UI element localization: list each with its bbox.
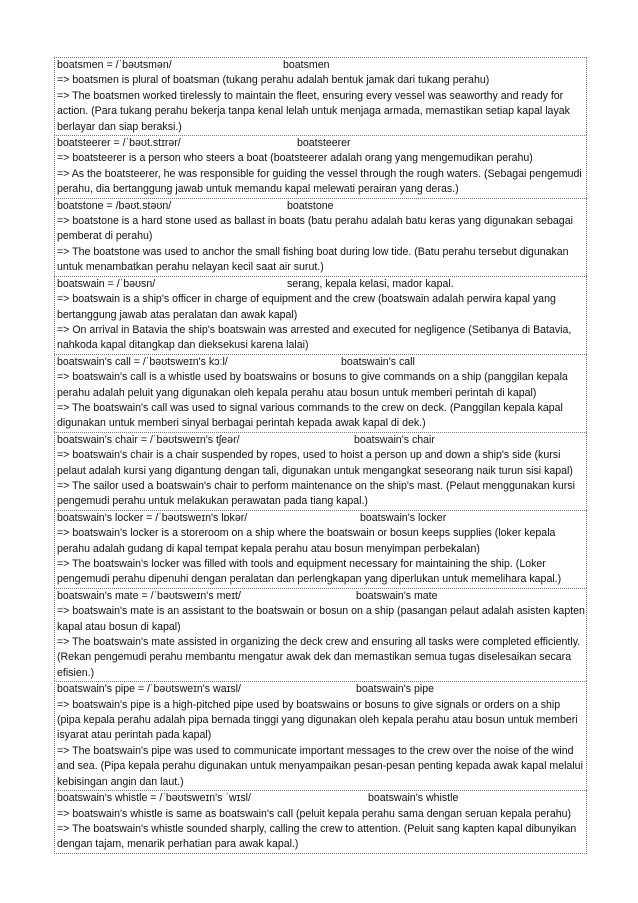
definition-line: => boatsmen is plural of boatsman (tukang perahu adalah bentuk jamak dari tukang perahu) <box>57 74 490 87</box>
headword-pronunciation: boatstone = /bəʊt.stəʊn/ <box>57 199 172 212</box>
headword-pronunciation: boatswain's pipe = /ˈbəʊtsweɪn's waɪsl/ <box>57 683 241 696</box>
translation: boatsteerer <box>297 137 351 150</box>
headword-pronunciation: boatsmen = /ˈbəʊtsmən/ <box>57 59 172 71</box>
entry-headline <box>57 199 586 214</box>
dictionary-entry <box>54 588 587 681</box>
dictionary-entry <box>54 57 587 135</box>
definition-line: => boatswain's call is a whistle used by boatswains or bosuns to give commands on a ship (panggilan kepala perahu adalah peluit yang digunakan oleh kepala perahu atau bosun untuk memberi perintah di kapal) <box>57 371 568 399</box>
translation: boatstone <box>287 199 334 212</box>
entry-headline <box>57 589 586 604</box>
entry-headline <box>57 511 586 526</box>
entry-headline <box>57 791 586 806</box>
translation: boatswain's whistle <box>368 792 459 805</box>
definition-line: => boatswain's mate is an assistant to the boatswain or bosun on a ship (pasangan pelaut adalah asisten kapten kapal atau bosun di kapal) <box>57 605 585 633</box>
headword-pronunciation: boatswain's chair = /ˈbəʊtsweɪn's tʃeər/ <box>57 433 240 446</box>
example-line: => As the boatsteerer, he was responsible for guiding the vessel through the rough waters. (Sebagai pengemudi perahu, dia bertanggung jawab untuk memandu kapal melewati perairan yang deras.) <box>57 167 582 196</box>
dictionary-entry <box>54 510 587 588</box>
dictionary-entry <box>54 354 587 432</box>
translation: boatswain's pipe <box>356 683 434 696</box>
entry-headline <box>57 433 586 448</box>
example-line: => The boatswain's mate assisted in organizing the deck crew and ensuring all tasks were completed efficiently. (Rekan pengemudi perahu membantu mengatur awak dek dan memastikan semua tugas diselesaikan secara efisien.) <box>57 636 581 679</box>
definition-line: => boatswain's locker is a storeroom on a ship where the boatswain or bosun keeps supplies (loker kepala perahu adalah gudang di kapal tempat kepala perahu atau bosun menyimpan perbekalan) <box>57 527 556 555</box>
headword-pronunciation: boatswain's call = /ˈbəʊtsweɪn's kɔːl/ <box>57 355 228 368</box>
headword-pronunciation: boatswain's locker = /ˈbəʊtsweɪn's lɒkər/ <box>57 511 248 524</box>
example-line: => The boatswain's pipe was used to communicate important messages to the crew over the noise of the wind and sea. (Pipa kepala perahu digunakan untuk menyampaikan pesan-pesan penting kepada awak kapal melalui kebisingan angin dan laut.) <box>57 744 583 788</box>
entry-headline <box>57 136 586 151</box>
dictionary-entry <box>54 135 587 198</box>
definition-line: => boatsteerer is a person who steers a boat (boatsteerer adalah orang yang mengemudikan perahu) <box>57 152 533 165</box>
dictionary-entry <box>54 276 587 354</box>
entry-headline <box>57 58 586 73</box>
example-line: => The boatswain's locker was filled with tools and equipment necessary for maintaining the ship. (Loker pengemudi perahu dipenuhi dengan peralatan dan perlengkapan yang diperlukan untuk memelihara kapal.) <box>57 558 562 586</box>
definition-line: => boatswain's pipe is a high-pitched pipe used by boatswains or bosuns to give signals or orders on a ship (pipa kepala perahu adalah pipa bernada tinggi yang digunakan oleh kepala perahu atau bosun untuk memberi isyarat atau perintah pada kapal) <box>57 698 578 742</box>
definition-line: => boatswain's chair is a chair suspended by ropes, used to hoist a person up and down a ship's side (kursi pelaut adalah kursi yang digantung dengan tali, digunakan untuk mengangkat seseorang naik turun sisi kapal) <box>57 449 573 477</box>
translation: boatswain's call <box>341 355 415 368</box>
definition-line: => boatswain's whistle is same as boatswain's call (peluit kepala perahu sama dengan seruan kepala perahu) <box>57 807 572 820</box>
headword-pronunciation: boatswain = /ˈbəʊsn/ <box>57 277 156 290</box>
dictionary-entry <box>54 198 587 276</box>
translation: boatswain's chair <box>354 433 435 446</box>
example-line: => The boatsmen worked tirelessly to maintain the fleet, ensuring every vessel was seaworthy and ready for action. (Para tukang perahu bekerja tanpa kenal lelah untuk menjaga armada, memastikan setiap kapal layak berlayar dan siap beraksi.) <box>57 89 570 133</box>
dictionary-document <box>54 57 587 854</box>
entry-headline <box>57 355 586 370</box>
dictionary-entry <box>54 681 587 790</box>
example-line: => The sailor used a boatswain's chair to perform maintenance on the ship's mast. (Pelaut menggunakan kursi pengemudi perahu untuk melakukan perawatan pada tiang kapal.) <box>57 479 575 508</box>
translation: boatsmen <box>283 59 330 71</box>
example-line: => On arrival in Batavia the ship's boatswain was arrested and executed for negligence (Setibanya di Batavia, nahkoda kapal ditangkap dan dieksekusi karena lalai) <box>57 323 572 352</box>
headword-pronunciation: boatswain's mate = /ˈbəʊtsweɪn's meɪt/ <box>57 589 241 602</box>
headword-pronunciation: boatswain's whistle = /ˈbəʊtsweɪn's ˈwɪsl/ <box>57 792 251 805</box>
example-line: => The boatswain's whistle sounded sharply, calling the crew to attention. (Peluit sang kapten kapal dibunyikan dengan tajam, menarik perhatian para awak kapal.) <box>57 822 577 851</box>
entry-headline <box>57 277 586 292</box>
dictionary-entry <box>54 790 587 854</box>
translation: serang, kepala kelasi, mador kapal. <box>287 277 454 290</box>
headword-pronunciation: boatsteerer = /ˈbəʊt.stɪrər/ <box>57 137 181 150</box>
example-line: => The boatswain's call was used to signal various commands to the crew on deck. (Panggilan kepala kapal digunakan untuk memberi sinyal berbagai perintah kepada awak kapal di dek.) <box>57 401 563 430</box>
entry-headline <box>57 682 586 697</box>
translation: boatswain's mate <box>356 589 438 602</box>
translation: boatswain's locker <box>360 511 447 524</box>
example-line: => The boatstone was used to anchor the small fishing boat during low tide. (Batu perahu tersebut digunakan untuk menambatkan perahu nelayan kecil saat air surut.) <box>57 245 569 274</box>
definition-line: => boatswain is a ship's officer in charge of equipment and the crew (boatswain adalah perwira kapal yang bertanggung jawab atas peralatan dan awak kapal) <box>57 293 556 321</box>
definition-line: => boatstone is a hard stone used as ballast in boats (batu perahu adalah batu keras yang digunakan sebagai pemberat di perahu) <box>57 215 573 243</box>
dictionary-entry <box>54 432 587 510</box>
